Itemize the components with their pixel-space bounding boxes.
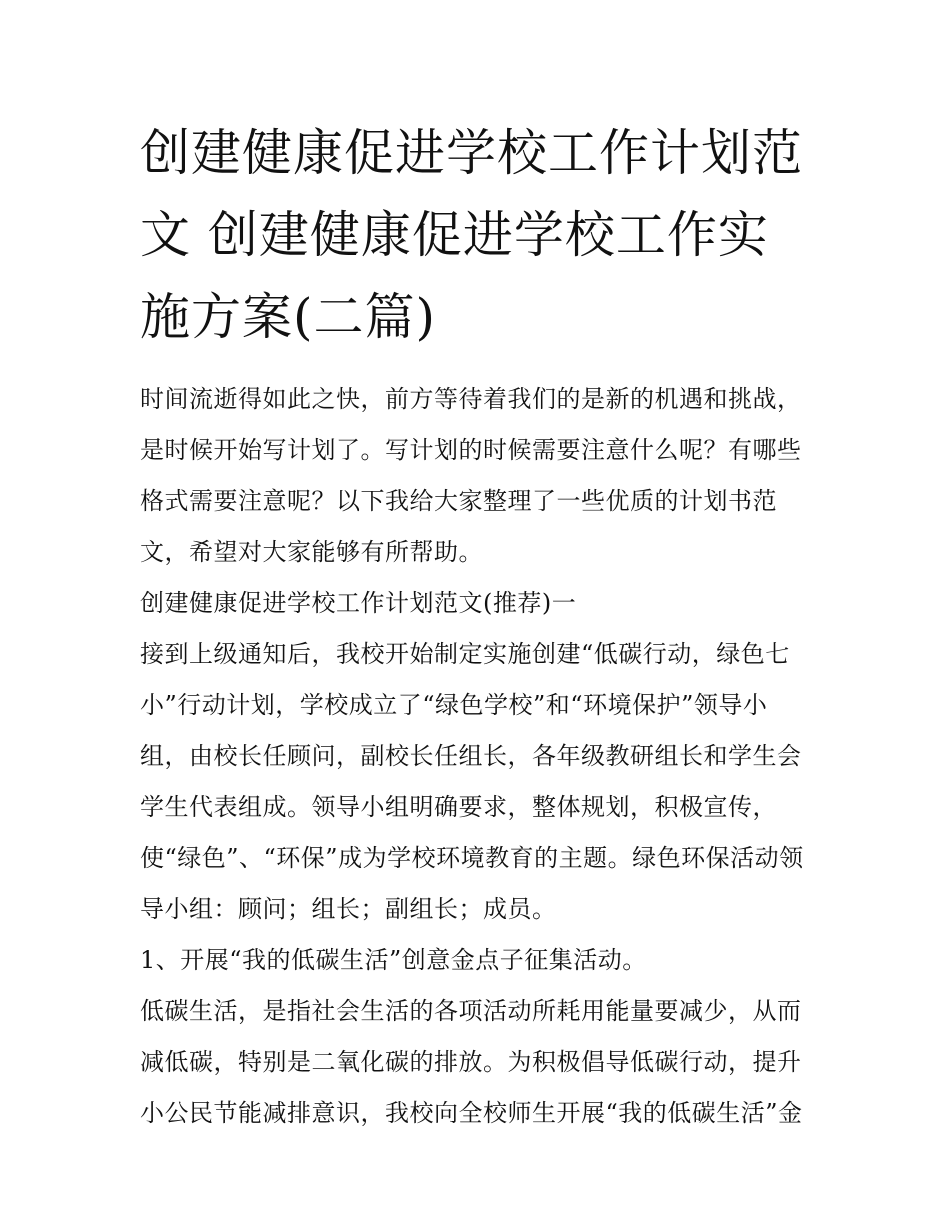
document-title: 创建健康促进学校工作计划范文 创建健康促进学校工作实施方案(二篇) xyxy=(140,124,803,346)
intro-paragraph: 时间流逝得如此之快，前方等待着我们的是新的机遇和挑战，是时候开始写计划了。写计划的时候需要注意什么呢？有哪些格式需要注意呢？以下我给大家整理了一些优质的计划书范文，希望对大家能够有所帮助。 xyxy=(140,385,802,566)
section-heading: 创建健康促进学校工作计划范文(推荐)一 xyxy=(140,589,577,617)
numbered-item-heading: 1、开展“我的低碳生活”创意金点子征集活动。 xyxy=(140,946,647,974)
body-paragraph: 接到上级通知后，我校开始制定实施创建“低碳行动，绿色七小”行动计划，学校成立了“绿色学校”和“环境保护”领导小组，由校长任顾问，副校长任组长，各年级教研组长和学生会学生代表组成。领导小组明确要求，整体规划，积极宣传，使“绿色”、“环保”成为学校环境教育的主题。绿色环保活动领导小组：顾问；组长；副组长；成员。 xyxy=(140,640,804,923)
body-paragraph: 低碳生活，是指社会生活的各项活动所耗用能量要减少，从而减低碳，特别是二氧化碳的排放。为积极倡导低碳行动，提升小公民节能减排意识，我校向全校师生开展“我的低碳生活”金 xyxy=(140,997,803,1127)
document-body xyxy=(140,112,816,1139)
